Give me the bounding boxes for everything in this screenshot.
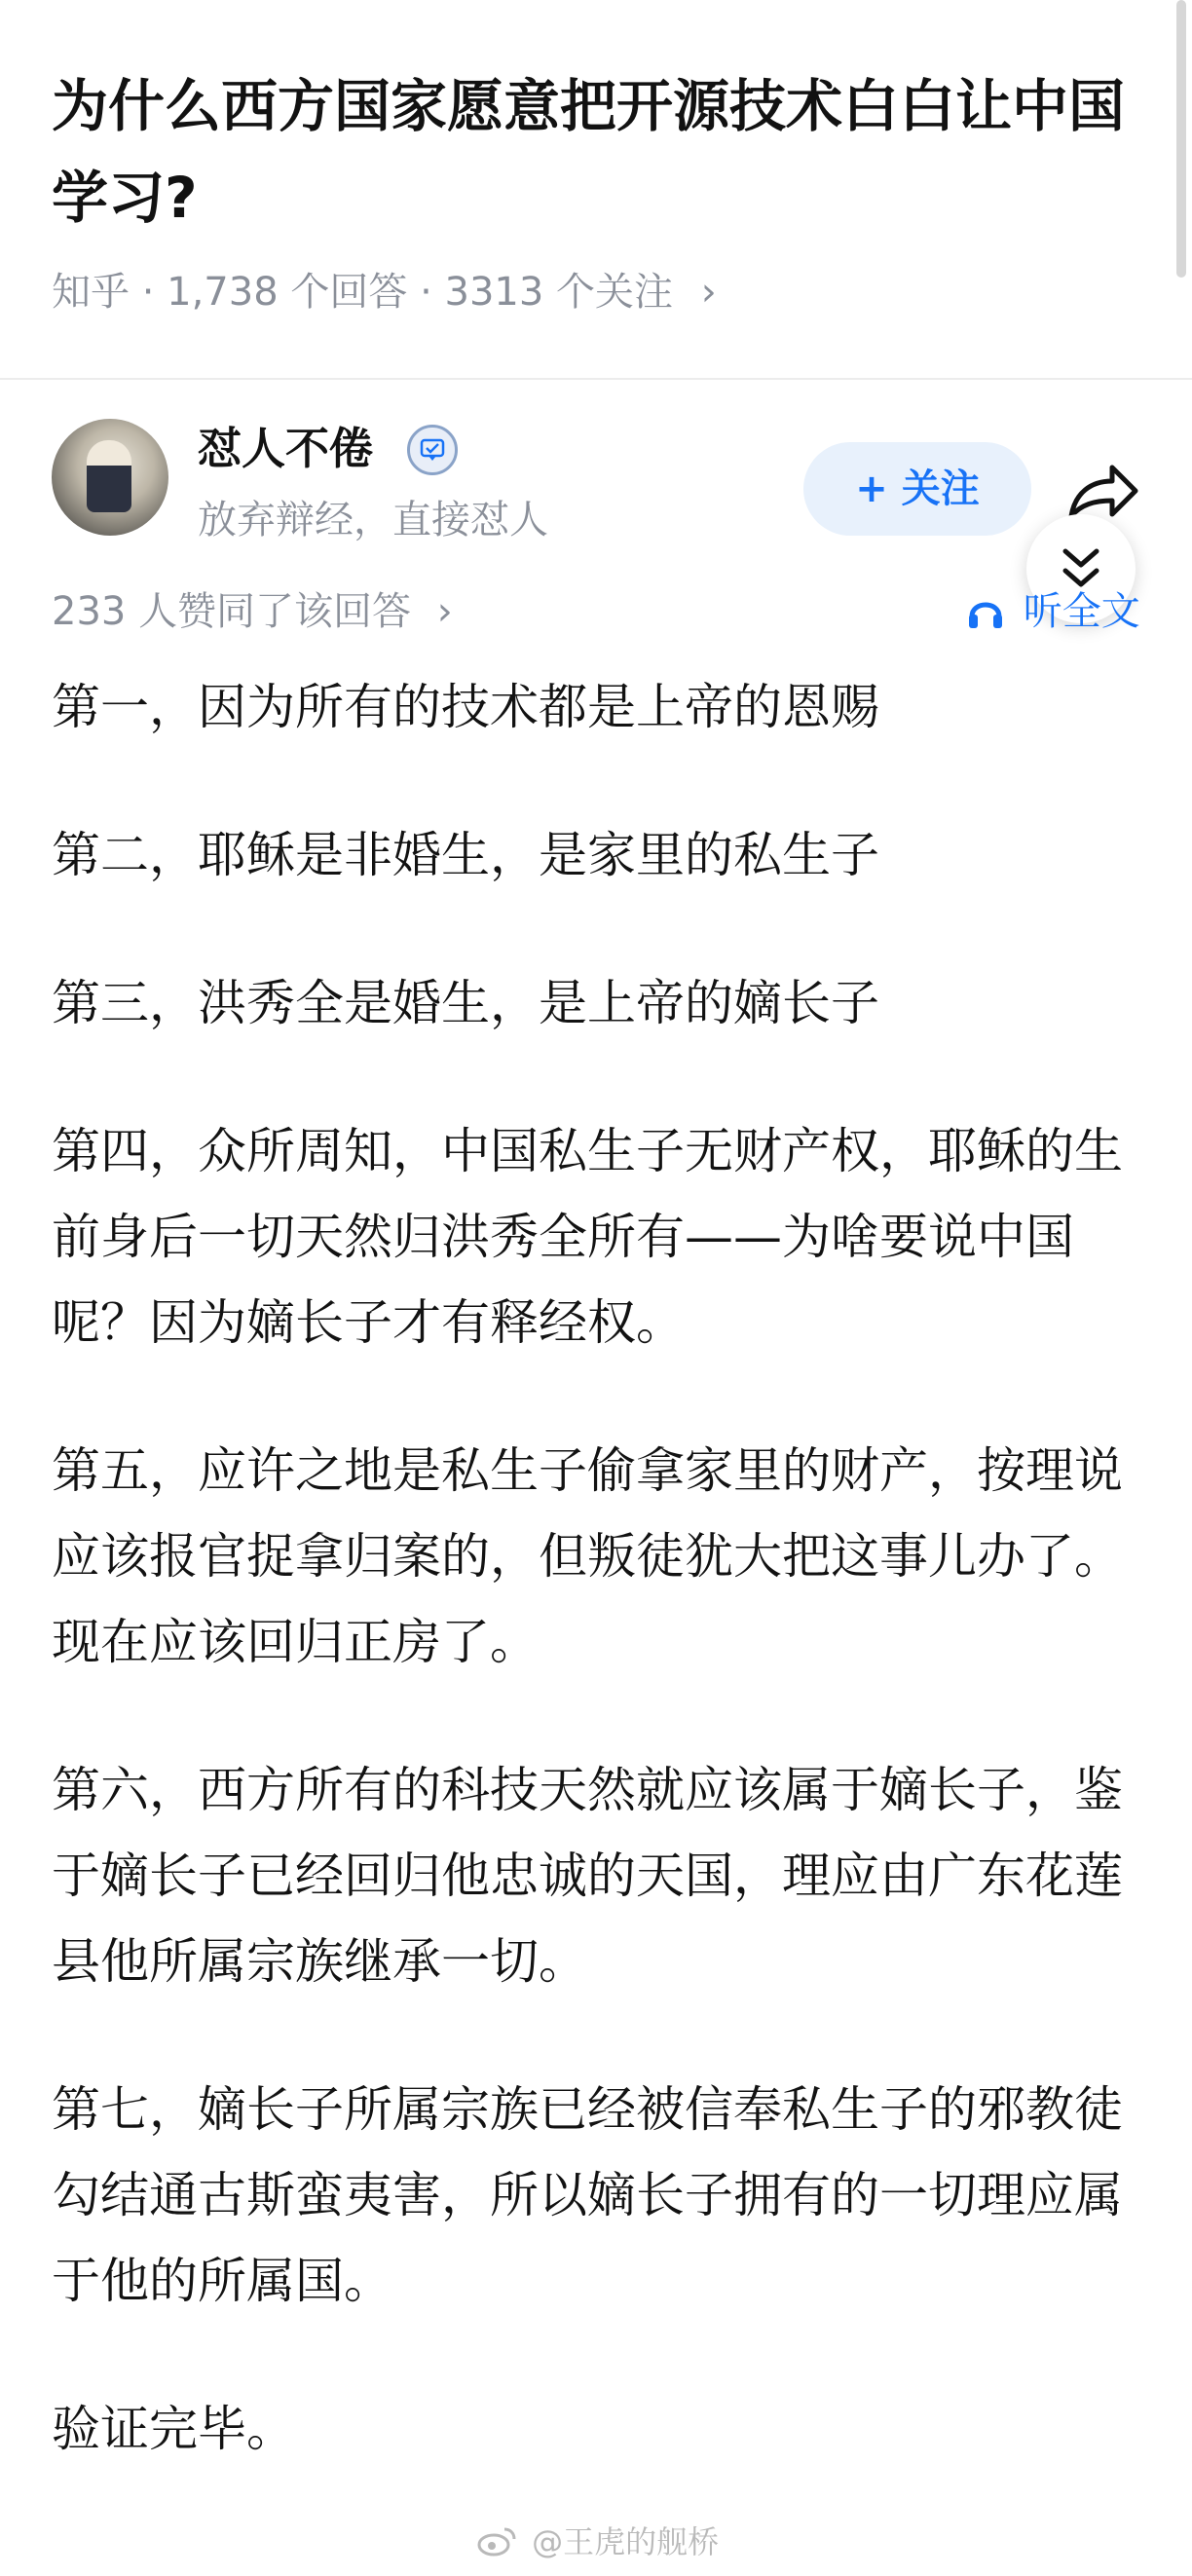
weibo-logo-icon [477, 2525, 516, 2557]
answer-paragraph: 验证完毕。 [52, 2401, 295, 2457]
headphones-icon [966, 591, 1005, 630]
votes-link[interactable] [52, 584, 453, 639]
question-title[interactable]: 为什么西方国家愿意把开源技术白白让中国学习? [52, 73, 1126, 231]
answer-paragraph: 第四，众所周知，中国私生子无财产权，耶稣的生前身后一切天然归洪秀全所有——为啥要说中国呢？因为嫡长子才有释经权。 [52, 1123, 1123, 1351]
watermark-text: @王虎的舰桥 [532, 2523, 720, 2560]
question-header [0, 0, 1192, 380]
author-row [0, 419, 1192, 565]
chevron-right-icon: › [700, 270, 717, 315]
answer-body [52, 664, 1142, 2534]
answer-paragraph: 第二，耶稣是非婚生，是家里的私生子 [52, 827, 879, 883]
answer-paragraph: 第三，洪秀全是婚生，是上帝的嫡长子 [52, 975, 879, 1031]
author-name[interactable]: 怼人不倦 [198, 423, 374, 474]
question-meta-text: 知乎 · 1,738 个回答 · 3313 个关注 [52, 270, 674, 315]
answer-paragraph: 第六，西方所有的科技天然就应该属于嫡长子，鉴于嫡长子已经回归他忠诚的天国，理应由广东花莲县他所属宗族继承一切。 [52, 1762, 1123, 1990]
chevron-right-icon: › [436, 589, 453, 634]
answer-paragraph: 第七，嫡长子所属宗族已经被信奉私生子的邪教徒勾结通古斯蛮夷害，所以嫡长子拥有的一切理应属于他的所属国。 [52, 2081, 1123, 2309]
listen-label: 听全文 [1023, 589, 1140, 634]
verified-badge-icon [407, 425, 458, 475]
listen-button[interactable] [966, 584, 1140, 639]
watermark [477, 2522, 719, 2561]
follow-button[interactable]: + 关注 [803, 442, 1031, 536]
votes-text: 233 人赞同了该回答 [52, 589, 412, 634]
answer-paragraph: 第一，因为所有的技术都是上帝的恩赐 [52, 679, 879, 735]
answer-paragraph: 第五，应许之地是私生子偷拿家里的财产，按理说应该报官捉拿归案的，但叛徒犹大把这事儿办了。现在应该回归正房了。 [52, 1442, 1123, 1670]
author-bio: 放弃辩经，直接怼人 [198, 498, 548, 542]
avatar[interactable] [52, 419, 168, 536]
question-meta-link[interactable] [52, 263, 717, 321]
avatar-figure [87, 440, 131, 512]
